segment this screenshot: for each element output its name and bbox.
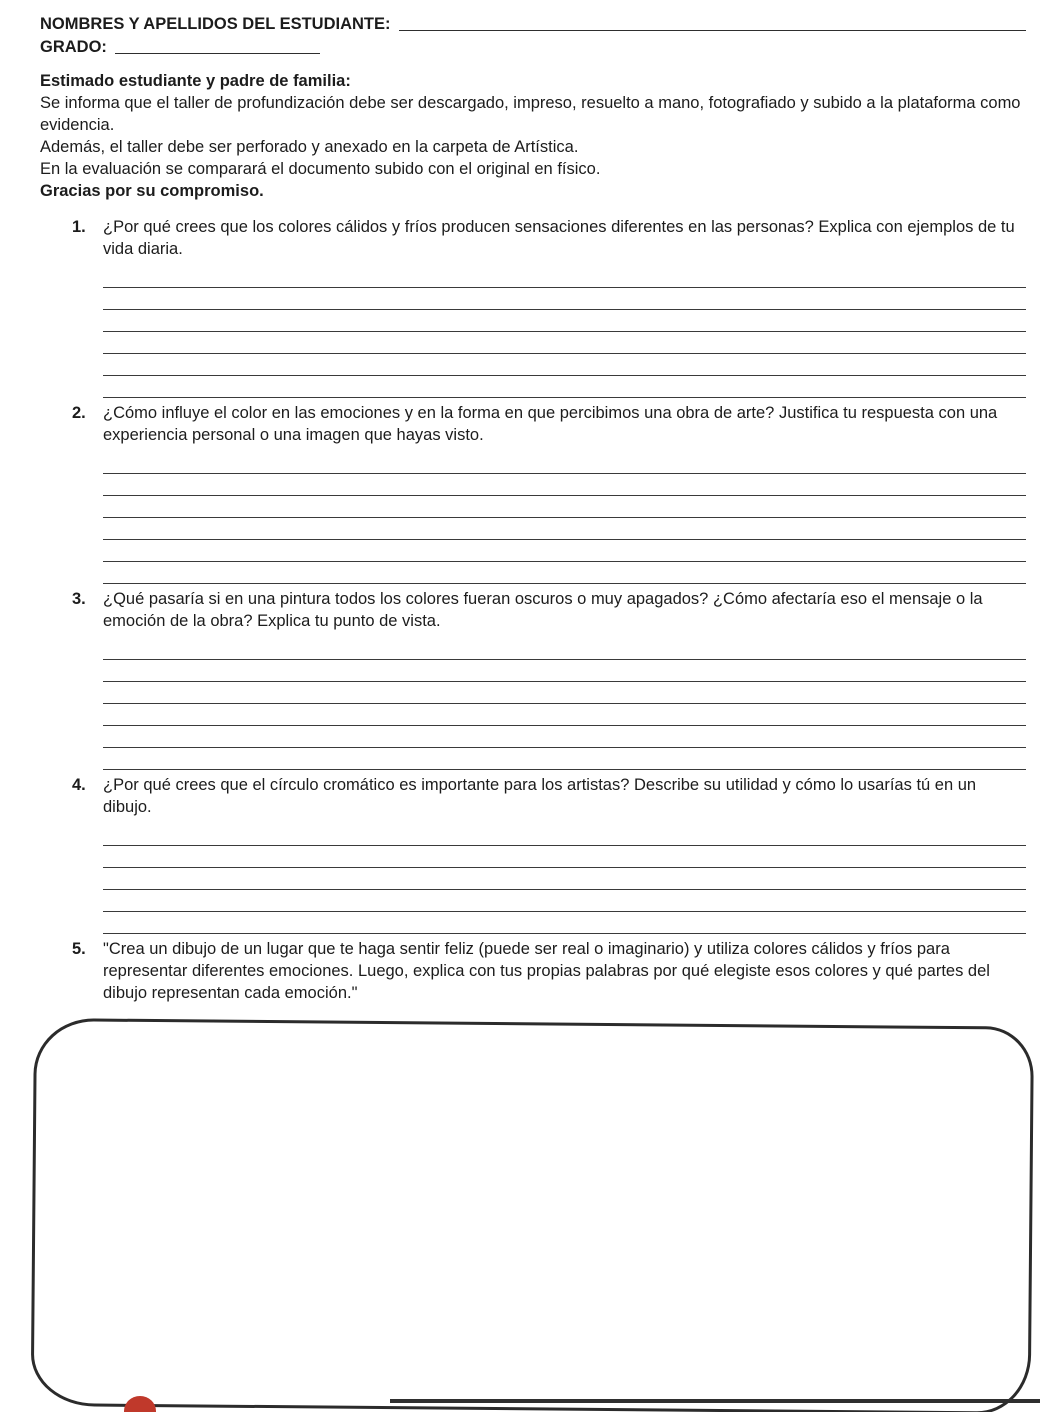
- answer-line: [103, 748, 1026, 770]
- question-number: 1.: [72, 218, 86, 236]
- answer-line: [103, 638, 1026, 660]
- intro-closing: Gracias por su compromiso.: [40, 182, 264, 200]
- student-name-label: NOMBRES Y APELLIDOS DEL ESTUDIANTE:: [40, 15, 391, 33]
- answer-line: [103, 474, 1026, 496]
- question-text: ¿Qué pasaría si en una pintura todos los colores fueran oscuros o muy apagados? ¿Cómo afectaría eso el mensaje o la emoción de la obra? Explica tu punto de vista.: [103, 590, 983, 630]
- answer-line: [103, 704, 1026, 726]
- question-text: ¿Por qué crees que los colores cálidos y fríos producen sensaciones diferentes en las personas? Explica con ejemplos de tu vida diaria.: [103, 218, 1015, 258]
- question-head: [40, 216, 1026, 260]
- intro-line-3: En la evaluación se comparará el documento subido con el original en físico.: [40, 160, 601, 178]
- answer-line: [103, 890, 1026, 912]
- question-head: [40, 774, 1026, 818]
- answer-line: [103, 562, 1026, 584]
- answer-line: [103, 912, 1026, 934]
- answer-line: [103, 288, 1026, 310]
- question-block: [40, 216, 1026, 398]
- question-text: ¿Por qué crees que el círculo cromático es importante para los artistas? Describe su utilidad y cómo lo usarías tú en un dibujo.: [103, 776, 977, 816]
- answer-line: [103, 452, 1026, 474]
- answer-line: [103, 846, 1026, 868]
- intro-section: [40, 70, 1026, 202]
- answer-line: [103, 354, 1026, 376]
- grade-row: [40, 35, 1026, 58]
- answer-lines: [103, 266, 1026, 398]
- questions-list: [40, 216, 1026, 1004]
- question-block: [40, 402, 1026, 584]
- answer-line: [103, 682, 1026, 704]
- question-number: 3.: [72, 590, 86, 608]
- question-block: [40, 938, 1026, 1004]
- question-text: "Crea un dibujo de un lugar que te haga sentir feliz (puede ser real o imaginario) y utiliza colores cálidos y fríos para representar diferentes emociones. Luego, explica con tus propias palabras por qué elegiste esos colores y qué partes del dibujo representan cada emoción.": [103, 940, 990, 1002]
- student-name-row: [40, 12, 1026, 35]
- answer-line: [103, 332, 1026, 354]
- grade-blank: [115, 37, 320, 54]
- intro-salutation: Estimado estudiante y padre de familia:: [40, 72, 351, 90]
- answer-line: [103, 660, 1026, 682]
- student-name-blank: [399, 14, 1026, 31]
- question-head: [40, 588, 1026, 632]
- answer-line: [103, 540, 1026, 562]
- intro-line-1: Se informa que el taller de profundización debe ser descargado, impreso, resuelto a mano, fotografiado y subido a la plataforma como evidencia.: [40, 94, 1021, 134]
- answer-line: [103, 310, 1026, 332]
- answer-lines: [103, 452, 1026, 584]
- answer-line: [103, 726, 1026, 748]
- answer-line: [103, 266, 1026, 288]
- question-head: [40, 938, 1026, 1004]
- answer-lines: [103, 638, 1026, 770]
- question-block: [40, 588, 1026, 770]
- question-block: [40, 774, 1026, 934]
- question-number: 4.: [72, 776, 86, 794]
- bottom-edge-line: [390, 1399, 1040, 1403]
- answer-line: [103, 868, 1026, 890]
- answer-line: [103, 496, 1026, 518]
- answer-line: [103, 518, 1026, 540]
- question-number: 5.: [72, 940, 86, 958]
- intro-line-2: Además, el taller debe ser perforado y anexado en la carpeta de Artística.: [40, 138, 579, 156]
- answer-lines: [103, 824, 1026, 934]
- question-number: 2.: [72, 404, 86, 422]
- drawing-area: [31, 1018, 1034, 1412]
- answer-line: [103, 824, 1026, 846]
- question-head: [40, 402, 1026, 446]
- answer-line: [103, 376, 1026, 398]
- grade-label: GRADO:: [40, 38, 107, 56]
- question-text: ¿Cómo influye el color en las emociones y en la forma en que percibimos una obra de arte? Justifica tu respuesta con una experiencia personal o una imagen que hayas visto.: [103, 404, 998, 444]
